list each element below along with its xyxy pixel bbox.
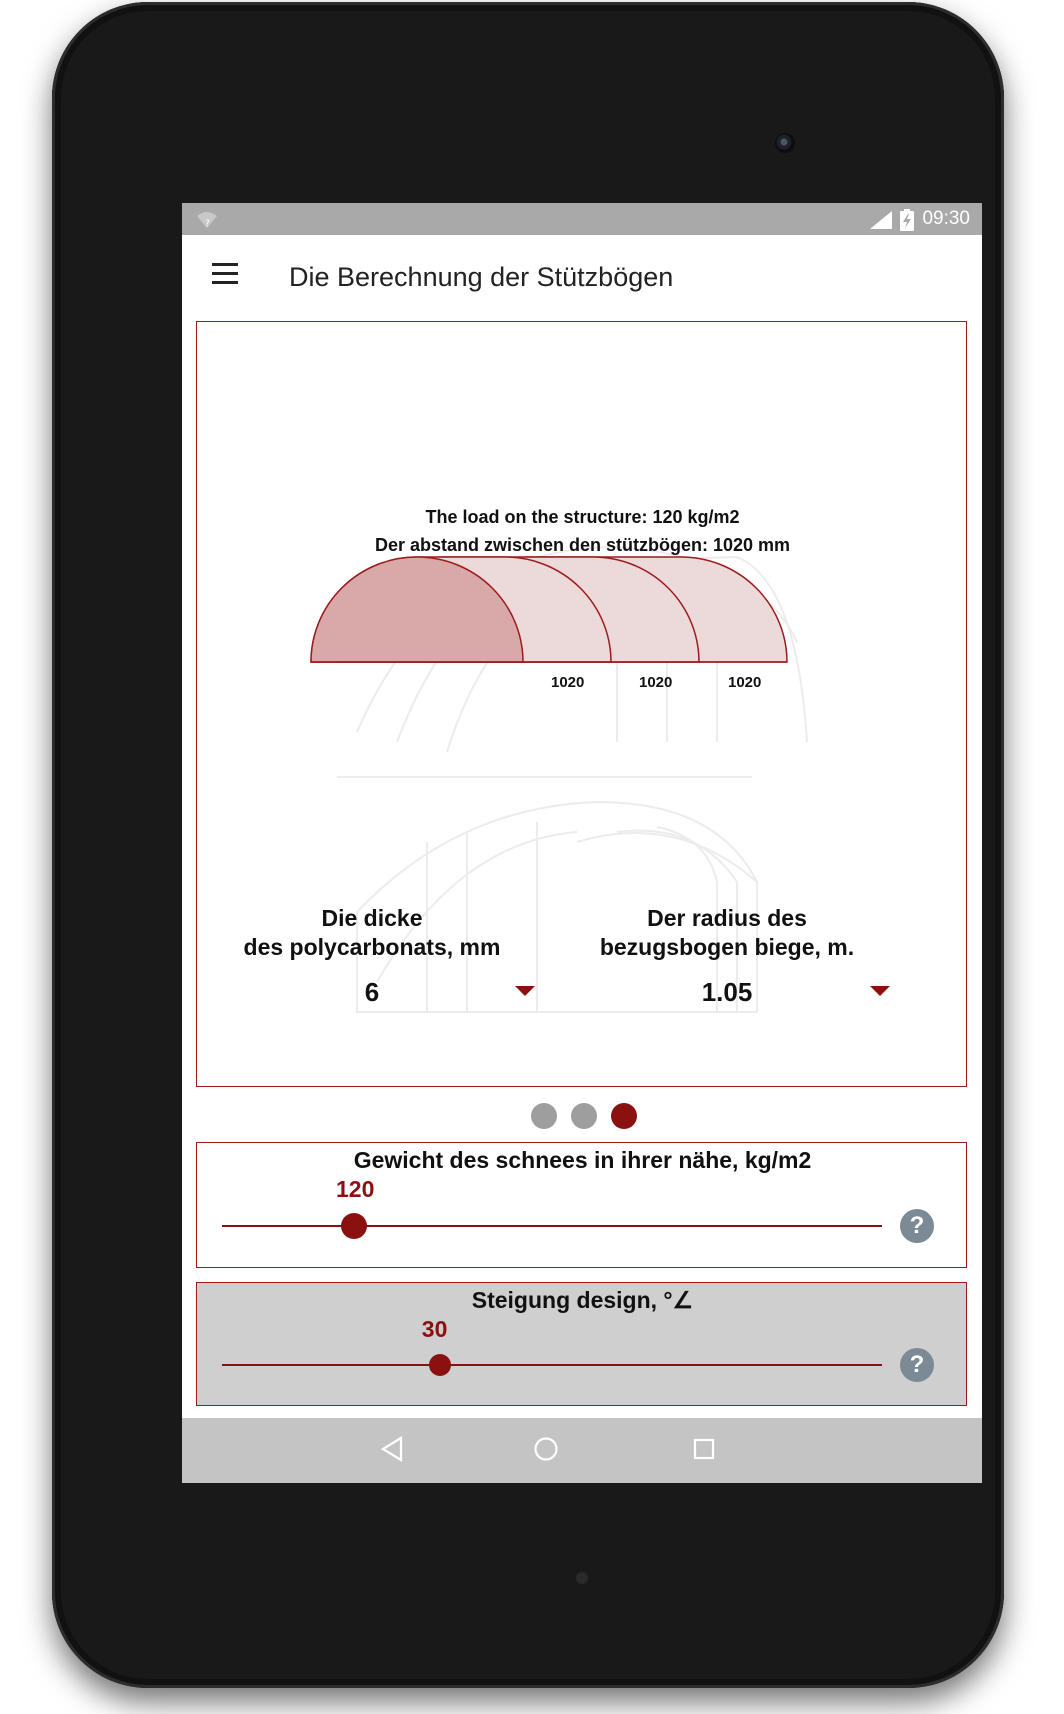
- slope-slider-thumb[interactable]: [429, 1354, 451, 1376]
- signal-icon: [870, 211, 892, 229]
- sensor: [576, 1572, 588, 1584]
- screen: [182, 203, 982, 1483]
- radius-value[interactable]: 1.05: [701, 977, 753, 1007]
- help-icon[interactable]: ?: [900, 1348, 934, 1382]
- radius-dropdown-arrow-icon[interactable]: [870, 986, 890, 996]
- page-title: Die Berechnung der Stützbögen: [289, 262, 674, 292]
- snow-weight-card: [196, 1142, 967, 1268]
- page-indicator: [182, 1103, 982, 1133]
- app-bar: [182, 235, 982, 323]
- back-icon[interactable]: [380, 1436, 404, 1462]
- hamburger-icon[interactable]: [212, 263, 240, 287]
- snow-weight-title: Gewicht des schnees in ihrer nähe, kg/m2: [353, 1147, 812, 1173]
- thickness-dropdown-arrow-icon[interactable]: [515, 986, 535, 996]
- page-dot[interactable]: [531, 1103, 557, 1129]
- camera-icon: [775, 133, 795, 153]
- status-bar: [182, 203, 982, 235]
- home-icon[interactable]: [533, 1436, 559, 1462]
- page-dot-active[interactable]: [611, 1103, 637, 1129]
- page-dot[interactable]: [571, 1103, 597, 1129]
- dimension-label: 1020: [551, 674, 585, 691]
- thickness-label: Die dicke des polycarbonats, mm: [243, 905, 501, 960]
- slope-value: 30: [421, 1316, 448, 1342]
- arches-diagram: [197, 322, 967, 1087]
- svg-text:?: ?: [205, 219, 210, 229]
- thickness-value[interactable]: 6: [364, 977, 380, 1007]
- tablet-device: [52, 2, 1004, 1688]
- snow-weight-slider-thumb[interactable]: [341, 1213, 367, 1239]
- slope-title: Steigung design, °∠: [471, 1287, 694, 1313]
- dimension-label: 1020: [639, 674, 673, 691]
- slope-card: [196, 1282, 967, 1406]
- help-icon[interactable]: ?: [900, 1209, 934, 1243]
- arch-calculation-card: [196, 321, 967, 1087]
- dimension-label: 1020: [728, 674, 762, 691]
- radius-label: Der radius des bezugsbogen biege, m.: [599, 905, 855, 960]
- slope-slider-track[interactable]: [222, 1364, 882, 1366]
- clock: 09:30: [922, 208, 970, 229]
- snow-weight-value: 120: [336, 1176, 375, 1202]
- load-text: The load on the structure: 120 kg/m2: [425, 507, 740, 527]
- recents-icon[interactable]: [692, 1436, 716, 1462]
- snow-weight-slider-track[interactable]: [222, 1225, 882, 1227]
- spacing-text: Der abstand zwischen den stützbögen: 1020 mm: [374, 535, 791, 555]
- navigation-bar: [182, 1418, 982, 1483]
- battery-icon: [900, 209, 914, 231]
- wifi-icon: [196, 209, 218, 229]
